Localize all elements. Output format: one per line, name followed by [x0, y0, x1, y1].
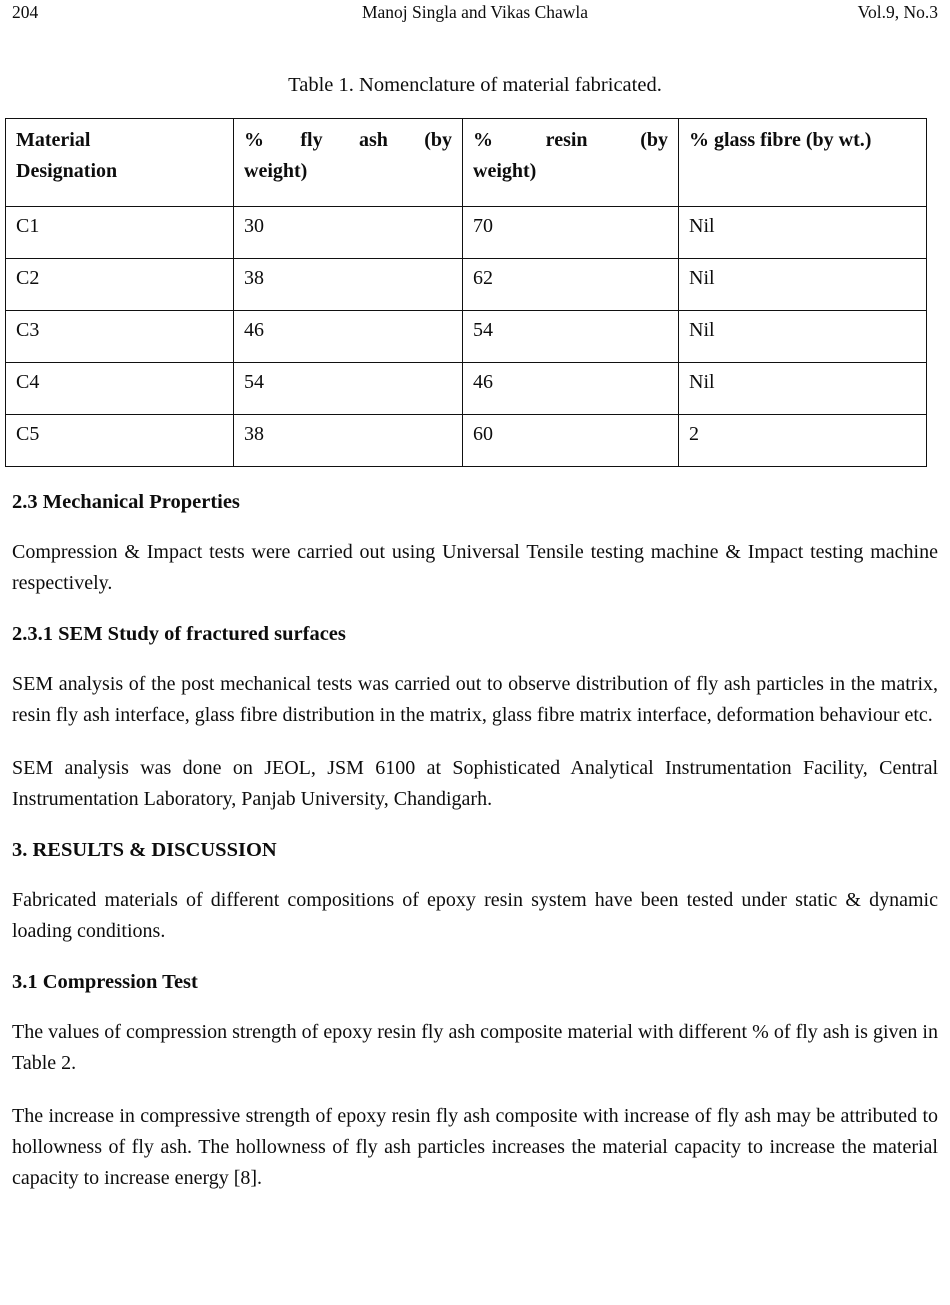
- table-cell: C4: [6, 363, 234, 415]
- table-row: [6, 363, 927, 415]
- table-cell: 54: [234, 363, 463, 415]
- table-cell: 30: [234, 207, 463, 259]
- header-line: % resin (by: [473, 129, 668, 151]
- running-title: Manoj Singla and Vikas Chawla: [361, 2, 589, 22]
- table-cell: C3: [6, 311, 234, 363]
- paragraph: Fabricated materials of different compositions of epoxy resin system have been tested under static & dynamic loading conditions.: [12, 889, 938, 942]
- table-cell: 60: [463, 415, 679, 467]
- table-cell: Nil: [679, 207, 927, 259]
- paragraph: The values of compression strength of epoxy resin fly ash composite material with different % of fly ash is given in Table 2.: [12, 1021, 938, 1074]
- table-cell: 46: [463, 363, 679, 415]
- table-row: [6, 415, 927, 467]
- header-line: Designation: [16, 160, 118, 182]
- table-cell: 70: [463, 207, 679, 259]
- column-header-material-designation: [6, 119, 234, 207]
- table-cell: 38: [234, 259, 463, 311]
- materials-table: [5, 118, 927, 467]
- header-line: % fly ash (by: [244, 129, 452, 151]
- table-row: [6, 207, 927, 259]
- paragraph: Compression & Impact tests were carried out using Universal Tensile testing machine & Impact testing machine respectively.: [12, 541, 938, 594]
- table-cell: Nil: [679, 363, 927, 415]
- column-header-resin: [463, 119, 679, 207]
- table-cell: C5: [6, 415, 234, 467]
- paragraph: The increase in compressive strength of epoxy resin fly ash composite with increase of fly ash may be attributed to hollowness of fly ash. The hollowness of fly ash particles increases the material capacity to increase the material capacity to increase energy [8].: [12, 1105, 938, 1189]
- column-header-fly-ash: [234, 119, 463, 207]
- table-cell: Nil: [679, 311, 927, 363]
- table-cell: Nil: [679, 259, 927, 311]
- page-header: [12, 2, 938, 22]
- paragraph: SEM analysis of the post mechanical tests was carried out to observe distribution of fly ash particles in the matrix, resin fly ash interface, glass fibre distribution in the matrix, glass fibre matrix interface, deformation behaviour etc.: [12, 673, 938, 726]
- table-row: [6, 259, 927, 311]
- header-line: % glass fibre (by wt.): [689, 129, 872, 151]
- header-line: Material: [16, 129, 91, 151]
- section-heading-results-discussion: 3. RESULTS & DISCUSSION: [12, 839, 277, 861]
- paragraph: SEM analysis was done on JEOL, JSM 6100 at Sophisticated Analytical Instrumentation Facility, Central Instrumentation Laboratory, Panjab University, Chandigarh.: [12, 757, 938, 810]
- header-line: weight): [244, 160, 308, 182]
- table-cell: C2: [6, 259, 234, 311]
- table-cell: 46: [234, 311, 463, 363]
- table-header-row: [6, 119, 927, 207]
- table-caption: Table 1. Nomenclature of material fabricated.: [288, 74, 662, 96]
- table-cell: 38: [234, 415, 463, 467]
- table-cell: 62: [463, 259, 679, 311]
- page-number: 204: [12, 2, 39, 22]
- table-cell: C1: [6, 207, 234, 259]
- section-heading-sem-study: 2.3.1 SEM Study of fractured surfaces: [12, 623, 346, 645]
- table-cell: 54: [463, 311, 679, 363]
- section-heading-mechanical-properties: 2.3 Mechanical Properties: [12, 491, 240, 513]
- volume-issue: Vol.9, No.3: [857, 2, 938, 22]
- header-line: weight): [473, 160, 537, 182]
- column-header-glass-fibre: [679, 119, 927, 207]
- table-cell: 2: [679, 415, 927, 467]
- table-row: [6, 311, 927, 363]
- section-heading-compression-test: 3.1 Compression Test: [12, 971, 198, 993]
